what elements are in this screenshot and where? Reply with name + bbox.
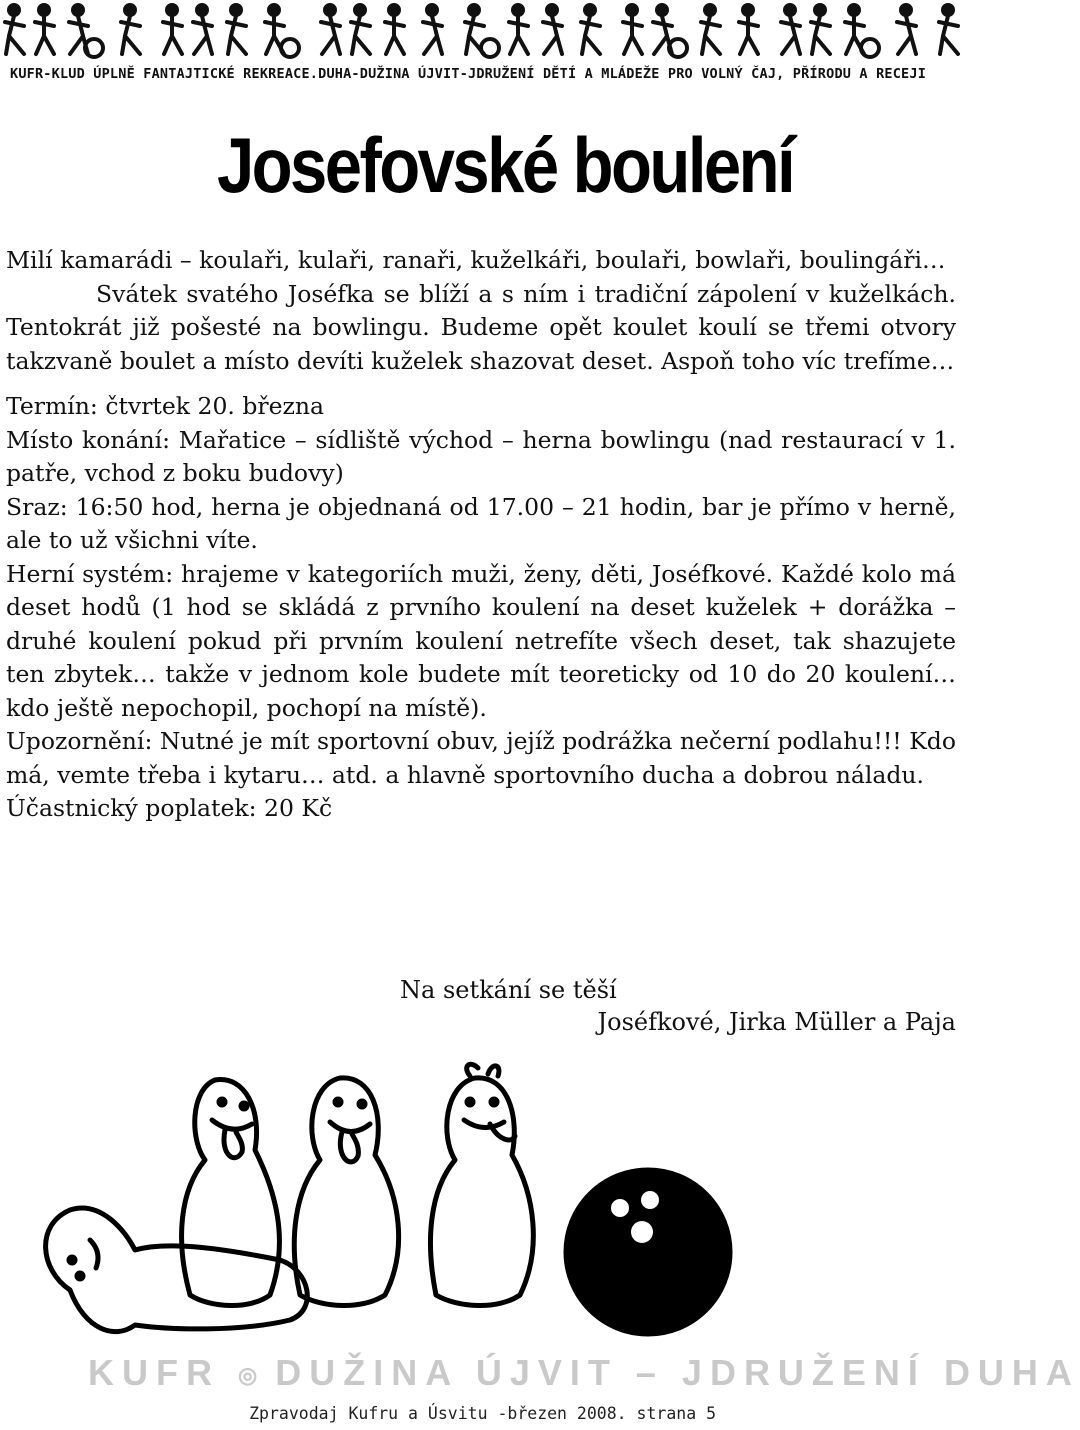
stick-figure-icon xyxy=(35,5,54,54)
footer-logo xyxy=(88,1352,1080,1394)
fee-line: Účastnický poplatek: 20 Kč xyxy=(6,794,333,822)
stick-figure-icon xyxy=(845,5,879,57)
stick-figure-icon xyxy=(69,5,103,57)
closing-signature: Joséfkové, Jirka Müller a Paja xyxy=(597,1008,956,1036)
pin-3 xyxy=(430,1078,533,1306)
stick-figure-icon xyxy=(385,5,404,54)
footer-logo-left: KUFR xyxy=(88,1352,220,1393)
fallen-pin xyxy=(46,1208,308,1332)
bowling-pins-illustration xyxy=(0,1040,960,1360)
pin-1 xyxy=(182,1080,280,1306)
greeting-paragraph: Milí kamarádi – koulaři, kulaři, ranaři, kuželkáři, boulaři, bowlaři, boulingáři… xyxy=(6,246,946,274)
stick-figure-icon xyxy=(701,5,720,54)
venue-paragraph: Místo konání: Mařatice – sídliště východ – herna bowlingu (nad restaurací v 1. patře, vchod z boku budovy) xyxy=(6,425,956,487)
stick-figure-icon xyxy=(653,5,687,57)
notice-paragraph: Upozornění: Nutné je mít sportovní obuv, jejíž podrážka nečerní podlahu!!! Kdo má, vemte třeba i kytaru… atd. a hlavně sportovního ducha a dobrou náladu. xyxy=(6,727,956,789)
page-footer: Zpravodaj Kufru a Úsvitu -březen 2008. strana 5 xyxy=(249,1404,716,1423)
duha-logo-icon: ◎ xyxy=(238,1362,258,1388)
meeting-paragraph: Sraz: 16:50 hod, herna je objednaná od 17.00 – 21 hodin, bar je přímo v herně, ale to už všichni víte. xyxy=(6,492,956,554)
club-tagline: KUFR-KLUD ÚPLNĚ FANTAJTICKÉ REKREACE.DUHA-DUŽINA ÚJVIT-JDRUŽENÍ DĚTÍ A MLÁDEŽE PRO VOLNÝ ČAJ, PŘÍRODU A RECEJI xyxy=(10,66,927,82)
stick-figure-icon xyxy=(5,5,24,54)
game-system-paragraph: Herní systém: hrajeme v kategoriích muži, ženy, děti, Joséfkové. Každé kolo má deset hodů (1 hod se skládá z prvního koulení na deset kuželek + dorážka – druhé koulení pokud při prvním koulení netrefíte všech deset, tak shazujete ten zbytek… takže v jednom kole budete mít teoreticky od 10 do 20 koulení… kdo ještě nepochopil, pochopí na místě). xyxy=(6,559,956,722)
stick-figure-icon xyxy=(265,5,299,57)
stick-figure-icon xyxy=(897,5,916,54)
article-body xyxy=(6,244,956,826)
closing-greeting: Na setkání se těší xyxy=(400,976,617,1004)
stick-figure-icon xyxy=(351,5,370,54)
stick-figure-icon xyxy=(163,5,182,54)
stick-figure-icon xyxy=(465,5,499,57)
footer-logo-right: DUŽINA ÚJVIT – JDRUŽENÍ DUHA xyxy=(275,1352,1080,1393)
stick-figure-icon xyxy=(227,5,246,54)
stick-figure-icon xyxy=(811,5,830,54)
activity-figures-banner xyxy=(0,0,960,62)
page-title: Josefovské boulení xyxy=(216,121,794,209)
stick-figure-icon xyxy=(121,5,140,54)
stick-figure-icon xyxy=(739,5,758,54)
stick-figure-icon xyxy=(509,5,528,54)
pin-2 xyxy=(294,1078,398,1306)
stick-figure-icon xyxy=(423,5,442,54)
stick-figure-icon xyxy=(581,5,600,54)
stick-figure-icon xyxy=(939,5,958,54)
stick-figure-icon xyxy=(543,5,562,54)
stick-figure-icon xyxy=(321,5,340,54)
date-line: Termín: čtvrtek 20. března xyxy=(6,392,325,420)
stick-figure-icon xyxy=(623,5,642,54)
stick-figure-icon xyxy=(193,5,212,54)
intro-paragraph: Svátek svatého Joséfka se blíží a s ním i tradiční zápolení v kuželkách. Tentokrát již pošesté na bowlingu. Budeme opět koulet koulí se třemi otvory takzvaně boulet a místo devíti kuželek shazovat deset. Aspoň toho víc trefíme… xyxy=(6,279,956,375)
stick-figure-icon xyxy=(781,5,800,54)
